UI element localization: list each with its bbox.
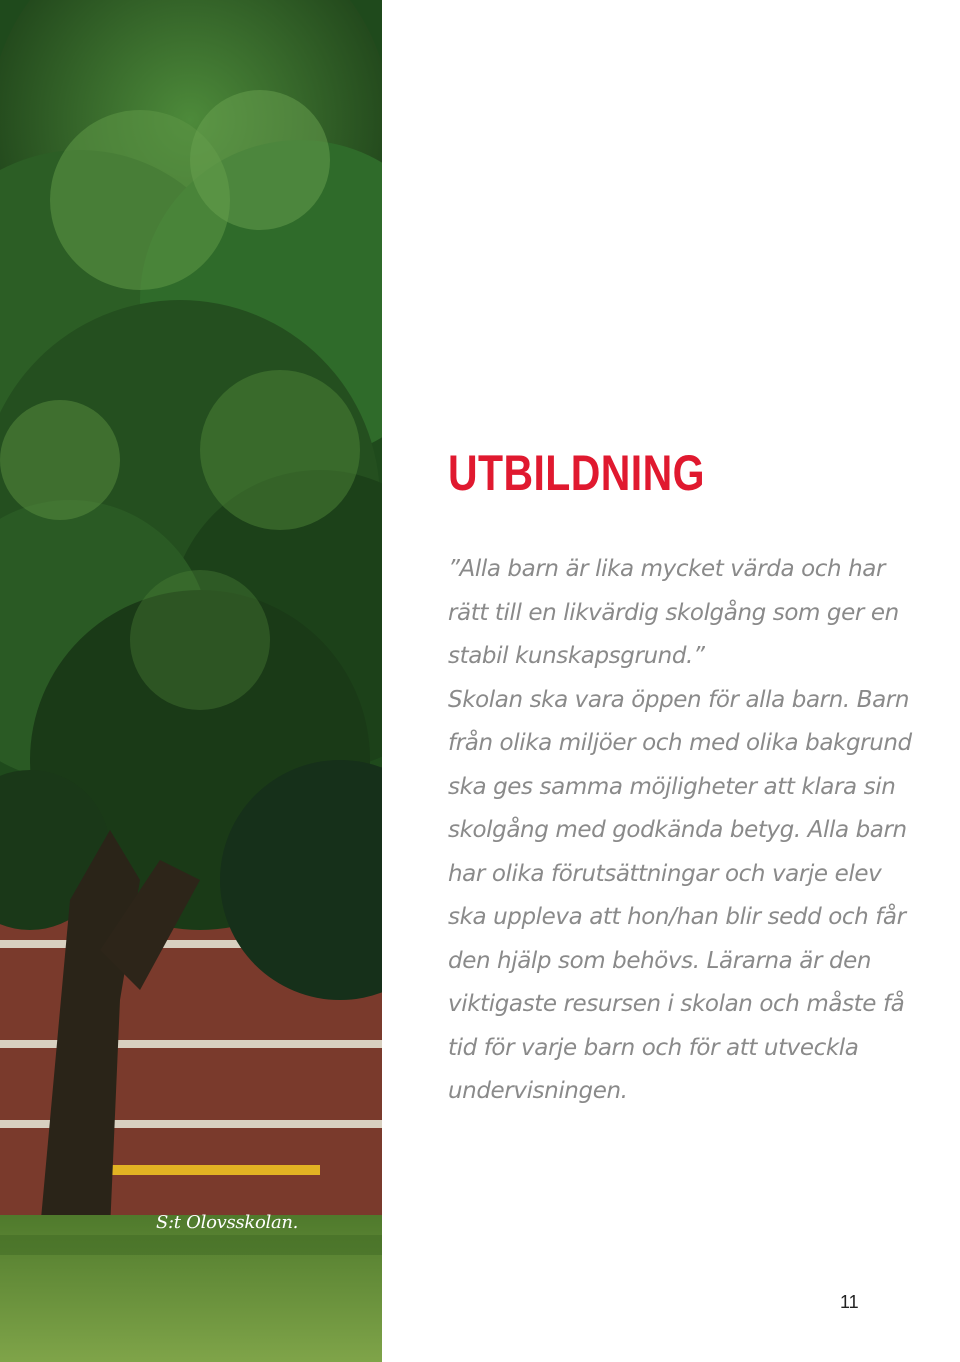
page-number: 11	[840, 1292, 859, 1312]
body-text	[448, 548, 918, 1114]
tree-illustration	[0, 0, 382, 1362]
page-heading: UTBILDNING	[448, 445, 705, 501]
body-paragraph: Skolan ska vara öppen för alla barn. Barn från olika miljöer och med olika bakgrund ska ges samma möjligheter att klara sin skolgång med godkända betyg. Alla barn har olika förutsättningar och varje elev ska uppleva att hon/han blir sedd och får den hjälp som behövs. Lärarna är den viktigaste resursen i skolan och måste få tid för varje barn och för att utveckla undervisningen.	[448, 686, 912, 1104]
photo-caption: S:t Olovsskolan.	[156, 1212, 299, 1233]
quote-text: ”Alla barn är lika mycket värda och har rätt till en likvärdig skolgång som ger en stabil kunskapsgrund.”	[448, 556, 899, 669]
tree-photo	[0, 0, 382, 1362]
